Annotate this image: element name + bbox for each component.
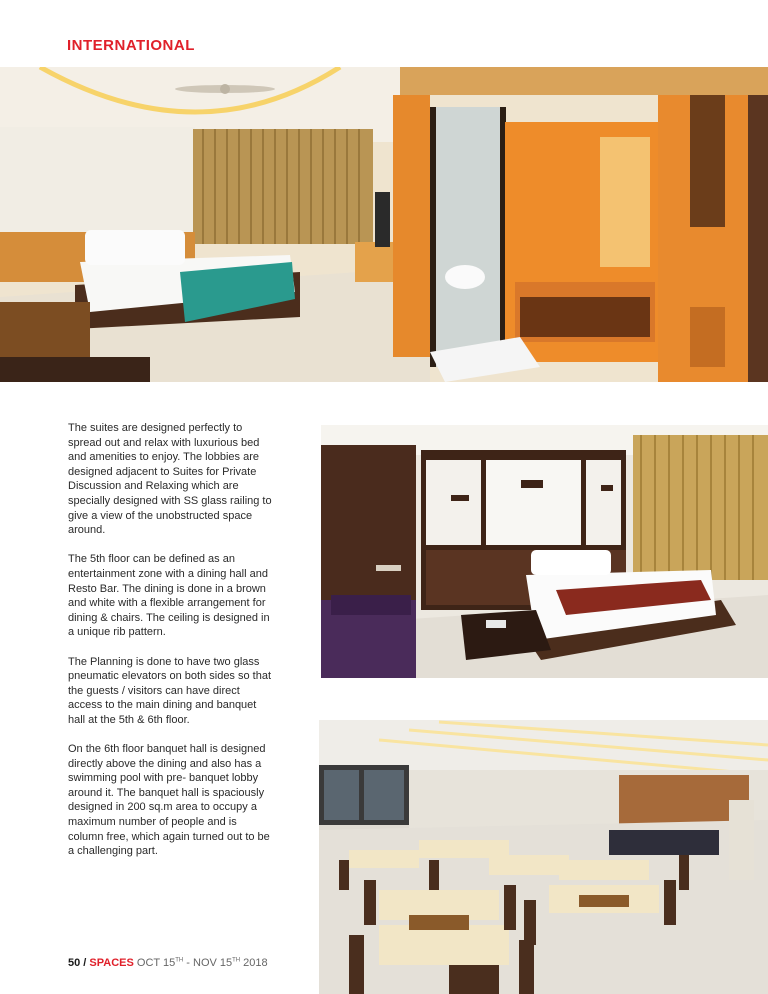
article-body <box>68 421 274 873</box>
issue-date-start: OCT 15 <box>133 957 176 969</box>
footer-separator: / <box>80 957 90 969</box>
issue-date-mid: - NOV 15 <box>183 957 233 969</box>
bedroom-photo <box>321 425 768 678</box>
article-paragraph: On the 6th floor banquet hall is designed directly above the dining and also has a swimming pool with pre- banquet lobby around it. The banquet hall is spaciously designed in 200 sq.m area to occupy a maximum number of people and is column free, which again turned out to be a challenging part. <box>68 743 270 858</box>
issue-date-ordinal: TH <box>175 957 184 964</box>
dining-hall-photo <box>319 720 768 994</box>
page-number: 50 <box>68 957 81 969</box>
article-paragraph: The 5th floor can be defined as an entertainment zone with a dining hall and Resto Bar. The dining is done in a brown and white with a flexible arrangement for dining & chairs. The ceiling is designed in a unique rib pattern. <box>68 553 270 639</box>
page-footer <box>68 957 268 969</box>
magazine-name: SPACES <box>89 957 134 969</box>
issue-date-ordinal: TH <box>232 957 241 964</box>
issue-date-year: 2018 <box>240 957 268 969</box>
article-paragraph: The suites are designed perfectly to spread out and relax with luxurious bed and amenities to enjoy. The lobbies are designed adjacent to Suites for Private Discussion and Relaxing which are specially designed with SS glass railing to give a view of the unobstructed space around. <box>68 422 272 537</box>
suite-bedroom-photo <box>0 67 768 382</box>
article-paragraph: The Planning is done to have two glass pneumatic elevators on both sides so that the guests / visitors can have direct access to the main dining and banquet hall at the 5th & 6th floor. <box>68 655 272 726</box>
section-title: INTERNATIONAL <box>67 37 195 54</box>
